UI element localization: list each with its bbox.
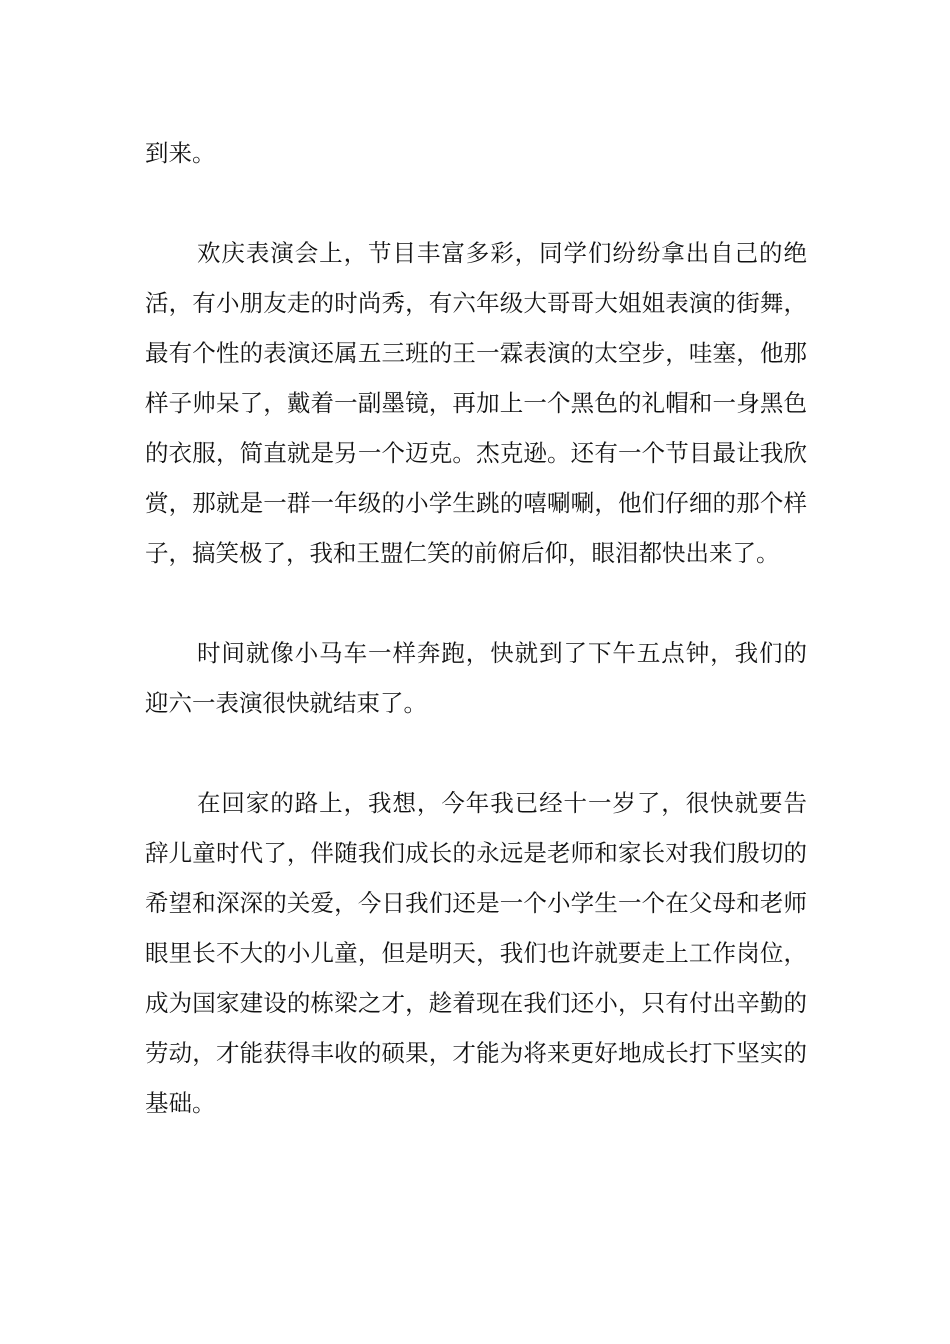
document-body bbox=[145, 128, 807, 1128]
paragraph-gap bbox=[145, 728, 807, 778]
paragraph-time: 时间就像小马车一样奔跑，快就到了下午五点钟，我们的迎六一表演很快就结束了。 bbox=[145, 639, 807, 717]
paragraph-gap bbox=[145, 578, 807, 628]
paragraph-gap bbox=[145, 178, 807, 228]
paragraph-reflection: 在回家的路上，我想，今年我已经十一岁了，很快就要告辞儿童时代了，伴随我们成长的永远是老师和家长对我们殷切的希望和深深的关爱，今日我们还是一个小学生一个在父母和老师眼里长不大的小儿童，但是明天，我们也许就要走上工作岗位，成为国家建设的栋梁之才，趁着现在我们还小，只有付出辛勤的劳动，才能获得丰收的硕果，才能为将来更好地成长打下坚实的基础。 bbox=[145, 789, 807, 1117]
paragraph-continuation: 到来。 bbox=[145, 139, 216, 167]
paragraph-performance: 欢庆表演会上，节目丰富多彩，同学们纷纷拿出自己的绝活，有小朋友走的时尚秀，有六年级大哥哥大姐姐表演的街舞，最有个性的表演还属五三班的王一霖表演的太空步，哇塞，他那样子帅呆了，戴着一副墨镜，再加上一个黑色的礼帽和一身黑色的衣服，简直就是另一个迈克。杰克逊。还有一个节目最让我欣赏，那就是一群一年级的小学生跳的嘻唰唰，他们仔细的那个样子，搞笑极了，我和王盟仁笑的前俯后仰，眼泪都快出来了。 bbox=[145, 239, 807, 567]
